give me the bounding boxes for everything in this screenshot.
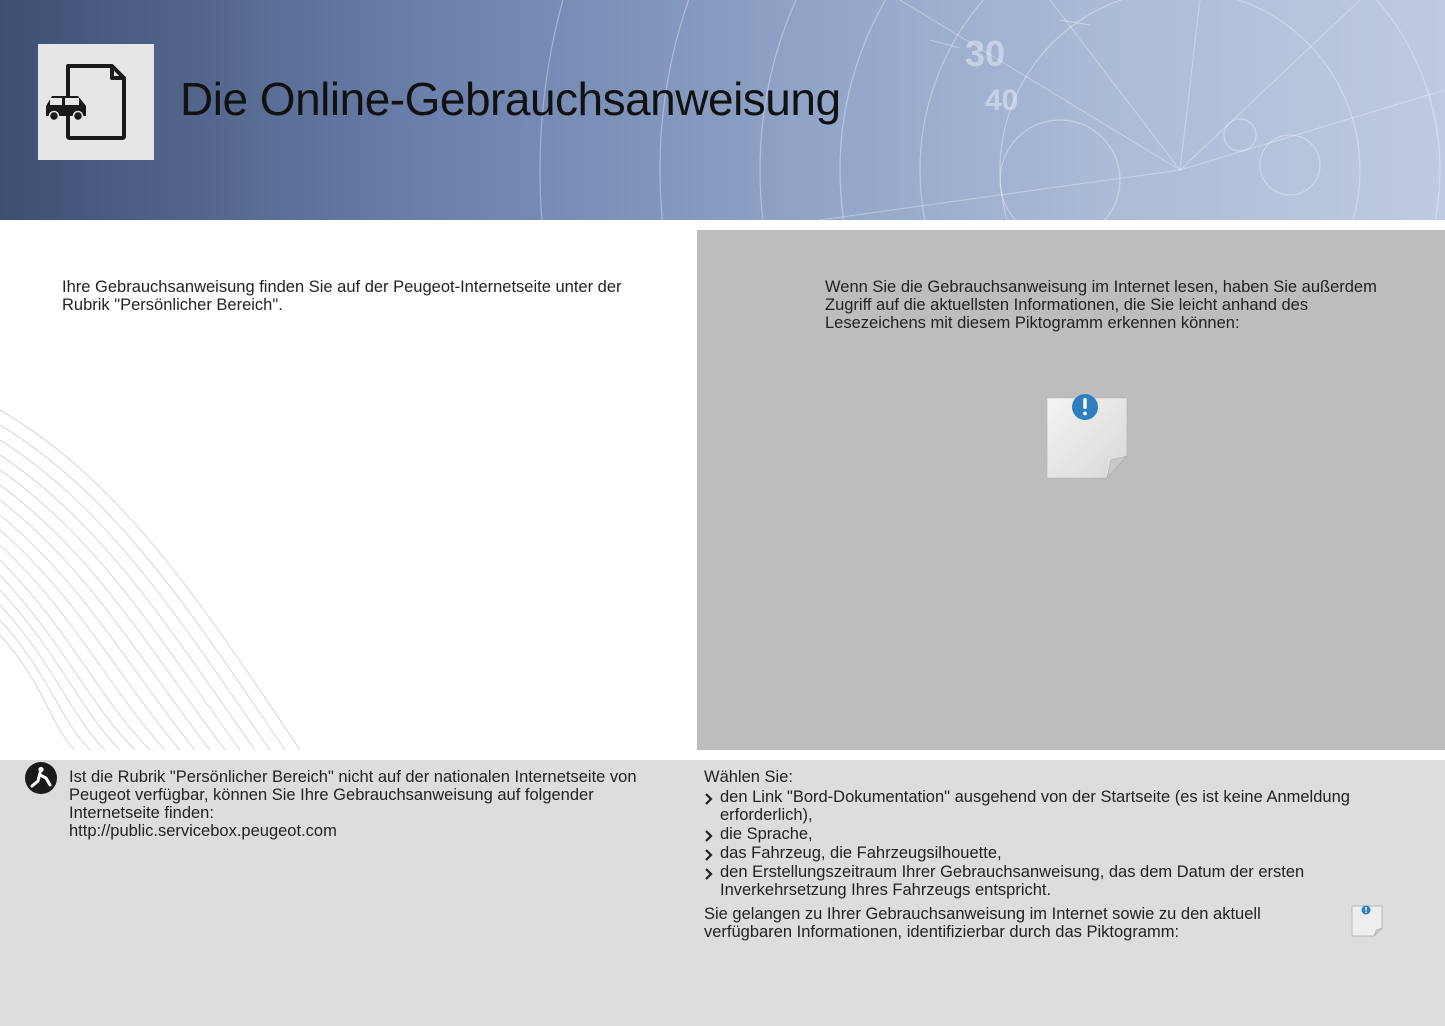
deco-number-30: 30 [965, 33, 1006, 74]
car-document-icon [38, 44, 154, 160]
list-item-text: den Erstellungszeitraum Ihrer Gebrauchsanweisung, das dem Datum der ersten Inverkehrsetzung Ihres Fahrzeugs entspricht. [720, 863, 1305, 899]
chevron-right-icon [704, 868, 713, 880]
info-panel [697, 230, 1445, 750]
list-item [704, 825, 1354, 843]
choose-intro: Wählen Sie: [704, 768, 793, 786]
closing-text: Sie gelangen zu Ihrer Gebrauchsanweisung im Internet sowie zu den aktuell verfügbaren Informationen, identifizierbar durch das Piktogramm: [704, 905, 1261, 941]
list-item [704, 844, 1354, 862]
info-bookmark-icon [1045, 392, 1129, 480]
chevron-right-icon [704, 830, 713, 842]
chevron-right-icon [704, 849, 713, 861]
fallback-text: Ist die Rubrik "Persönlicher Bereich" nicht auf der nationalen Internetseite von Peugeot verfügbar, können Sie Ihre Gebrauchsanweisung auf folgender Internetseite finden: [69, 768, 637, 822]
list-item-text: das Fahrzeug, die Fahrzeugsilhouette, [720, 844, 1002, 862]
list-item [704, 863, 1354, 899]
page-title: Die Online-Gebrauchsanweisung [180, 73, 841, 125]
choose-list [704, 788, 1354, 899]
servicebox-url[interactable]: http://public.servicebox.peugeot.com [69, 822, 337, 840]
info-hint-icon [24, 761, 58, 795]
list-item-text: die Sprache, [720, 825, 813, 843]
wave-lines-decoration [0, 400, 310, 752]
panel-text: Wenn Sie die Gebrauchsanweisung im Internet lesen, haben Sie außerdem Zugriff auf die aktuellsten Informationen, die Sie leicht anhand des Lesezeichens mit diesem Piktogramm erkennen können: [825, 278, 1377, 332]
bottom-right-steps [704, 768, 1354, 941]
small-info-bookmark-icon [1350, 904, 1384, 938]
bottom-left-note [69, 768, 679, 840]
list-item [704, 788, 1354, 824]
deco-number-40: 40 [985, 84, 1019, 117]
list-item-text: den Link "Bord-Dokumentation" ausgehend von der Startseite (es ist keine Anmeldung erforderlich), [720, 788, 1350, 824]
header-banner [0, 0, 1445, 220]
intro-text: Ihre Gebrauchsanweisung finden Sie auf der Peugeot-Internetseite unter der Rubrik "Persönlicher Bereich". [62, 278, 622, 314]
chevron-right-icon [704, 793, 713, 805]
